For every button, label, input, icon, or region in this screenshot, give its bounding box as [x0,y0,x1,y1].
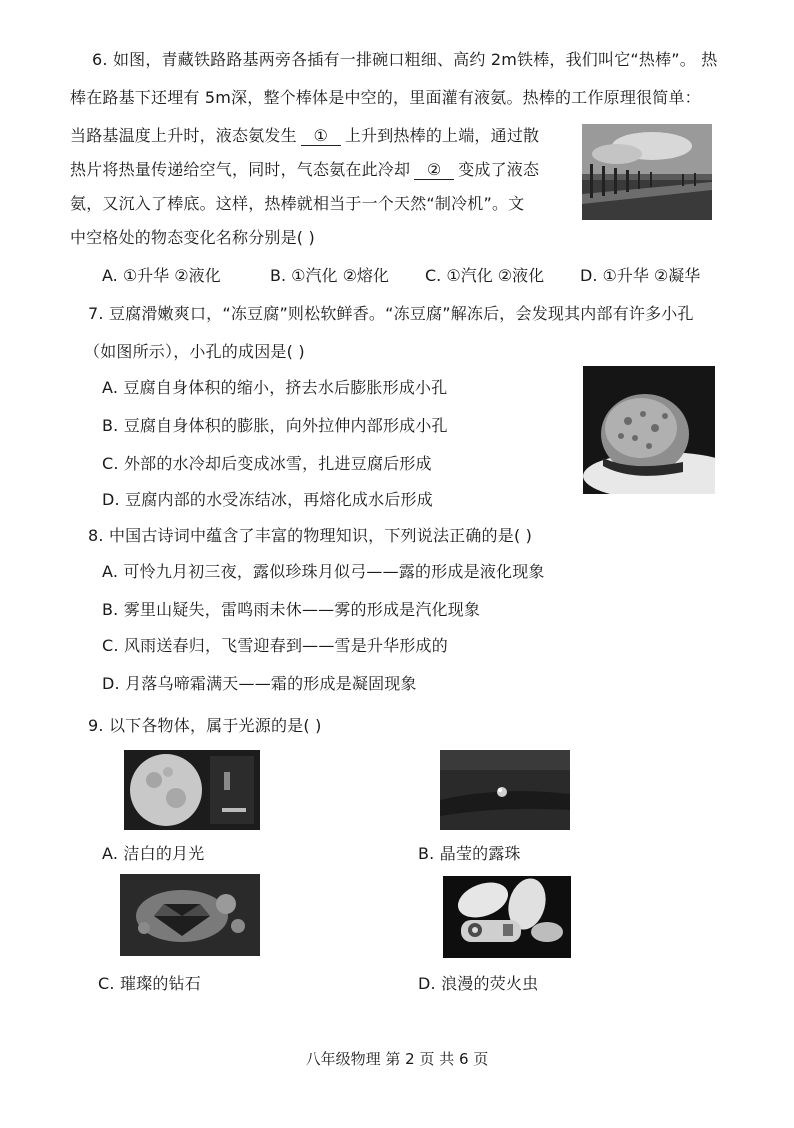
q9-option-b: B. 晶莹的露珠 [418,844,521,863]
q6-line-2: 棒在路基下还埋有 5m深，整个棒体是中空的，里面灌有液氨。热棒的工作原理很简单： [70,88,701,107]
q8-line-1: 8. 中国古诗词中蕴含了丰富的物理知识，下列说法正确的是( ) [88,526,533,545]
q6-line-1: 6. 如图，青藏铁路路基两旁各插有一排碗口粗细、高约 2m铁棒，我们叫它“热棒”。 热 [92,50,718,69]
q6-option-c: C. ①汽化 ②液化 [425,266,545,285]
page-footer: 八年级物理 第 2 页 共 6 页 [305,1050,489,1068]
q8-option-a: A. 可怜九月初三夜，露似珍珠月似弓——露的形成是液化现象 [102,562,545,581]
q6-option-b: B. ①汽化 ②熔化 [270,266,389,285]
q6-line-6: 中空格处的物态变化名称分别是( ) [70,228,315,247]
q7-line-1: 7. 豆腐滑嫩爽口，“冻豆腐”则松软鲜香。“冻豆腐”解冻后，会发现其内部有许多小孔 [88,304,694,323]
q9-line-1: 9. 以下各物体，属于光源的是( ) [88,716,322,735]
q6-line-3-pre: 当路基温度上升时，液态氨发生 [70,126,297,145]
q6-line-4-post: 变成了液态 [458,160,540,179]
q7-option-a: A. 豆腐自身体积的缩小，挤去水后膨胀形成小孔 [102,378,448,397]
q6-line-4 [70,158,539,182]
q8-option-d: D. 月落乌啼霜满天——霜的形成是凝固现象 [102,674,417,693]
firefly-photo [443,876,571,958]
dewdrop-photo [440,750,570,830]
moon-photo [124,750,260,830]
q6-option-d: D. ①升华 ②凝华 [580,266,701,285]
q7-option-b: B. 豆腐自身体积的膨胀，向外拉伸内部形成小孔 [102,416,448,435]
q6-blank-1: ① [301,127,341,146]
q9-option-d: D. 浪漫的荧火虫 [418,974,539,993]
q6-line-4-pre: 热片将热量传递给空气，同时，气态氨在此冷却 [70,160,411,179]
railway-heat-rod-photo [582,124,712,220]
q9-option-c: C. 璀璨的钻石 [98,974,201,993]
q6-line-3 [70,124,539,148]
diamond-photo [120,874,260,956]
frozen-tofu-photo [583,366,715,494]
q6-option-a: A. ①升华 ②液化 [102,266,221,285]
q7-option-d: D. 豆腐内部的水受冻结冰，再熔化成水后形成 [102,490,433,509]
q6-line-3-post: 上升到热棒的上端，通过散 [344,126,540,145]
q8-option-b: B. 雾里山疑失，雷鸣雨未休——雾的形成是汽化现象 [102,600,481,619]
q7-line-2: （如图所示），小孔的成因是( ) [84,342,305,361]
q6-blank-2: ② [414,161,454,180]
q9-option-a: A. 洁白的月光 [102,844,205,863]
q7-option-c: C. 外部的水冷却后变成冰雪，扎进豆腐后形成 [102,454,432,473]
q8-option-c: C. 风雨送春归，飞雪迎春到——雪是升华形成的 [102,636,448,655]
q6-line-5: 氨，又沉入了棒底。这样，热棒就相当于一个天然“制冷机”。文 [70,194,525,213]
